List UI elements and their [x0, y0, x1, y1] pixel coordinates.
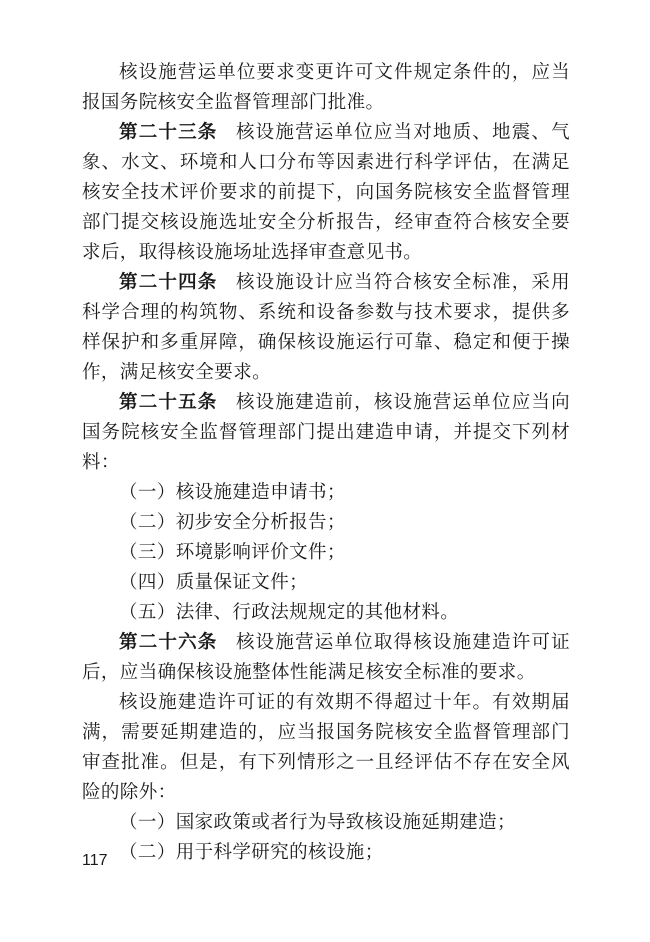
article-heading: 第二十五条	[119, 392, 218, 413]
list-item: （二）初步安全分析报告；	[119, 512, 346, 533]
list-item: （一）国家政策或者行为导致核设施延期建造；	[119, 812, 516, 833]
paragraph	[82, 58, 570, 118]
paragraph-text: 核设施营运单位应当对地质、地震、气象、水文、环境和人口分布等因素进行科学评估，在满足核安全技术评价要求的前提下，向国务院核安全监督管理部门提交核设施选址安全分析报告，经审查符合核安全要求后，取得核设施场址选择审查意见书。	[82, 122, 570, 263]
page-number: 117	[82, 852, 108, 869]
list-item: （四）质量保证文件；	[119, 572, 309, 593]
list-item: （一）核设施建造申请书；	[119, 482, 346, 503]
article-26	[82, 628, 570, 688]
list-item: （五）法律、行政法规规定的其他材料。	[119, 602, 460, 623]
article-24	[82, 268, 570, 388]
article-heading: 第二十六条	[119, 632, 218, 653]
paragraph-text: 核设施营运单位取得核设施建造许可证后，应当确保核设施整体性能满足核安全标准的要求。	[82, 632, 570, 683]
article-25	[82, 388, 570, 478]
article-heading: 第二十三条	[119, 122, 218, 143]
list-item: （二）用于科学研究的核设施；	[119, 842, 384, 863]
document-body	[82, 58, 570, 868]
article-23	[82, 118, 570, 268]
paragraph-text: 核设施营运单位要求变更许可文件规定条件的，应当报国务院核安全监督管理部门批准。	[82, 62, 570, 113]
paragraph	[82, 688, 570, 808]
list-item: （三）环境影响评价文件；	[119, 542, 346, 563]
paragraph-text: 核设施设计应当符合核安全标准，采用科学合理的构筑物、系统和设备参数与技术要求，提供多样保护和多重屏障，确保核设施运行可靠、稳定和便于操作，满足核安全要求。	[82, 272, 570, 383]
paragraph-text: 核设施建造许可证的有效期不得超过十年。有效期届满，需要延期建造的，应当报国务院核安全监督管理部门审查批准。但是，有下列情形之一且经评估不存在安全风险的除外：	[82, 692, 570, 803]
article-heading: 第二十四条	[119, 272, 218, 293]
paragraph-text: 核设施建造前，核设施营运单位应当向国务院核安全监督管理部门提出建造申请，并提交下列材料：	[82, 392, 570, 473]
